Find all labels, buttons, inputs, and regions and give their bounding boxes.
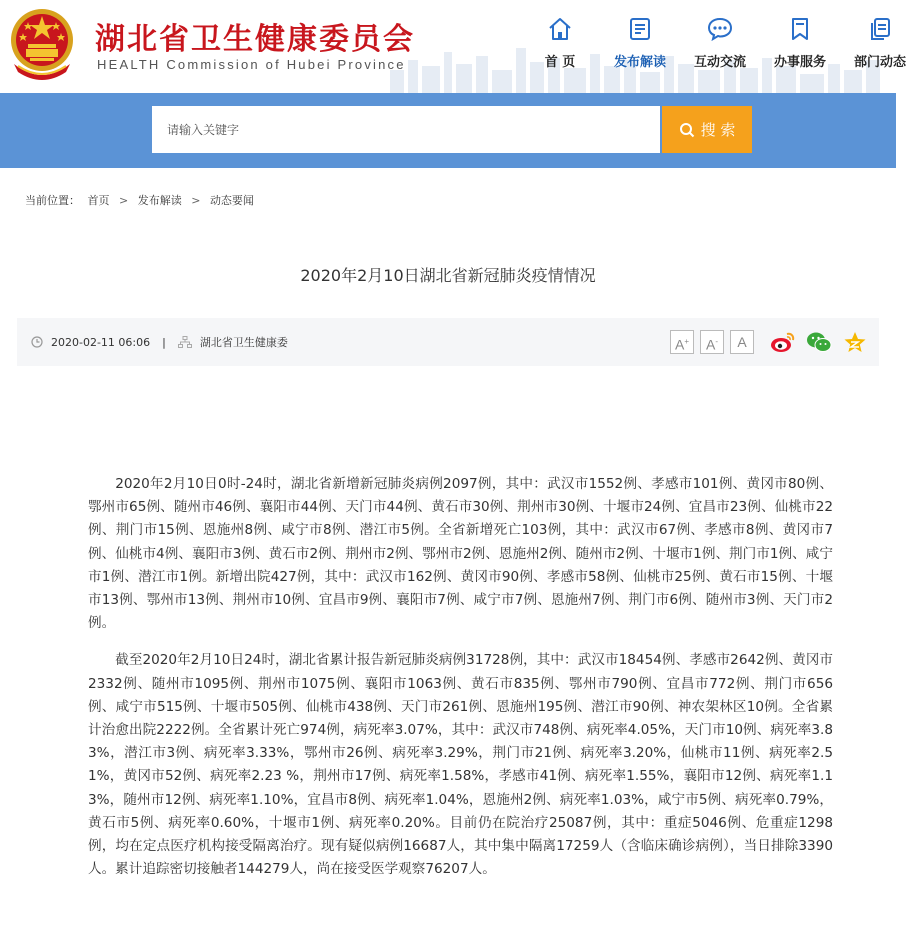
article-paragraph: 截至2020年2月10日24时，湖北省累计报告新冠肺炎病例31728例，其中：武汉市18454例、孝感市2642例、黄冈市2332例、随州市1095例、荆州市1075例、襄阳市1063例、黄石市835例、鄂州市790例、宜昌市772例、荆门市656例、咸宁市515例、十堰市505例、仙桃市438例、天门市261例、恩施州195例、潜江市90例、神农架林区10例。全省累计治愈出院2222例。全省累计死亡974例，病死率3.07%，其中：武汉市748例、病死率4.05%，天门市10例、病死率3.83%，潜江市3例、病死率3.33%，鄂州市26例、病死率3.29%，荆门市21例、病死率3.20%，仙桃市11例、病死率2.51%，黄冈市52例、病死率2.23 %，荆州市17例、病死率1.58%，孝感市41例、病死率1.55%，襄阳市12例、病死率1.13%，随州市12例、病死率1.10%，宜昌市8例、病死率1.04%，恩施州2例、病死率1.03%，咸宁市5例、病死率0.79%，黄石市5例、病死率0.60%，十堰市1例、病死率0.20%。目前仍在院治疗25087例，其中：重症5046例、危重症1298例，均在定点医疗机构接受隔离治疗。现有疑似病例16687人，其中集中隔离17259人（含临床确诊病例），当日排除3390人。累计追踪密切接触者144279人，尚在接受医学观察76207人。 <box>88 652 833 878</box>
site-header <box>0 0 906 93</box>
font-reset-label: A <box>737 334 747 350</box>
article-date: 2020-02-11 06:06 <box>51 335 151 349</box>
nav-interaction[interactable] <box>680 14 760 84</box>
nav-release-label: 发布解读 <box>613 55 666 70</box>
font-increase-button[interactable]: A+ <box>670 330 694 354</box>
search-band <box>0 93 896 168</box>
nav-home-label: 首 页 <box>544 55 576 70</box>
font-increase-label: A <box>674 336 685 353</box>
home-icon <box>547 16 573 42</box>
bookmark-icon <box>787 16 813 42</box>
nav-interaction-label: 互动交流 <box>693 55 746 70</box>
article-meta <box>31 334 288 350</box>
nav-services-label: 办事服务 <box>773 55 826 70</box>
search-button-label: 搜 索 <box>700 121 736 139</box>
clock-icon <box>31 336 43 348</box>
font-decrease-label: A <box>705 336 716 353</box>
nav-services[interactable] <box>760 14 840 84</box>
site-title: 湖北省卫生健康委员会 <box>95 22 415 57</box>
search-input[interactable] <box>152 106 660 153</box>
nav-release[interactable] <box>600 14 680 84</box>
breadcrumb-separator: > <box>119 194 129 207</box>
search-icon <box>679 122 695 138</box>
meta-divider: | <box>162 335 166 349</box>
document-icon <box>627 16 653 42</box>
article-source: 湖北省卫生健康委 <box>199 336 288 349</box>
nav-department-label: 部门动态 <box>853 55 906 70</box>
breadcrumb-news[interactable]: 动态要闻 <box>209 194 254 207</box>
breadcrumb <box>25 192 254 208</box>
breadcrumb-release[interactable]: 发布解读 <box>137 194 182 207</box>
article-meta-bar <box>17 318 879 366</box>
font-reset-button[interactable] <box>730 330 754 354</box>
site-subtitle: HEALTH Commission of Hubei Province <box>97 57 406 72</box>
favorite-star-icon[interactable] <box>842 330 868 354</box>
weibo-icon[interactable] <box>770 330 796 354</box>
breadcrumb-home[interactable]: 首页 <box>87 194 110 207</box>
breadcrumb-prefix: 当前位置： <box>25 194 80 207</box>
wechat-icon[interactable] <box>806 330 832 354</box>
article-paragraph: 2020年2月10日0时-24时，湖北省新增新冠肺炎病例2097例，其中：武汉市1552例、孝感市101例、黄冈市80例、鄂州市65例、随州市46例、襄阳市44例、天门市44例、黄石市30例、荆州市30例、十堰市24例、宜昌市23例、仙桃市22例、荆门市15例、恩施州8例、咸宁市8例、潜江市5例。全省新增死亡103例，其中：武汉市67例、孝感市8例、黄冈市7例、仙桃市4例、襄阳市3例、黄石市2例、荆州市2例、鄂州市2例、恩施州2例、随州市2例、十堰市1例、荆门市1例、咸宁市1例、潜江市1例。新增出院427例，其中：武汉市162例、黄冈市90例、孝感市58例、仙桃市25例、黄石市15例、十堰市13例、鄂州市13例、荆州市10例、宜昌市9例、襄阳市7例、咸宁市7例、恩施州7例、荆门市6例、随州市3例、天门市2例。 <box>88 476 833 632</box>
nav-home[interactable] <box>520 14 600 84</box>
article-title: 2020年2月10日湖北省新冠肺炎疫情情况 <box>300 266 596 285</box>
search-button[interactable] <box>662 106 752 153</box>
breadcrumb-separator: > <box>191 194 201 207</box>
nav-department[interactable] <box>840 14 920 84</box>
chat-icon <box>707 16 733 42</box>
copy-icon <box>867 16 893 42</box>
font-decrease-button[interactable]: A- <box>700 330 724 354</box>
org-icon <box>178 336 192 348</box>
national-emblem-icon <box>8 6 76 82</box>
article-content <box>88 473 833 895</box>
